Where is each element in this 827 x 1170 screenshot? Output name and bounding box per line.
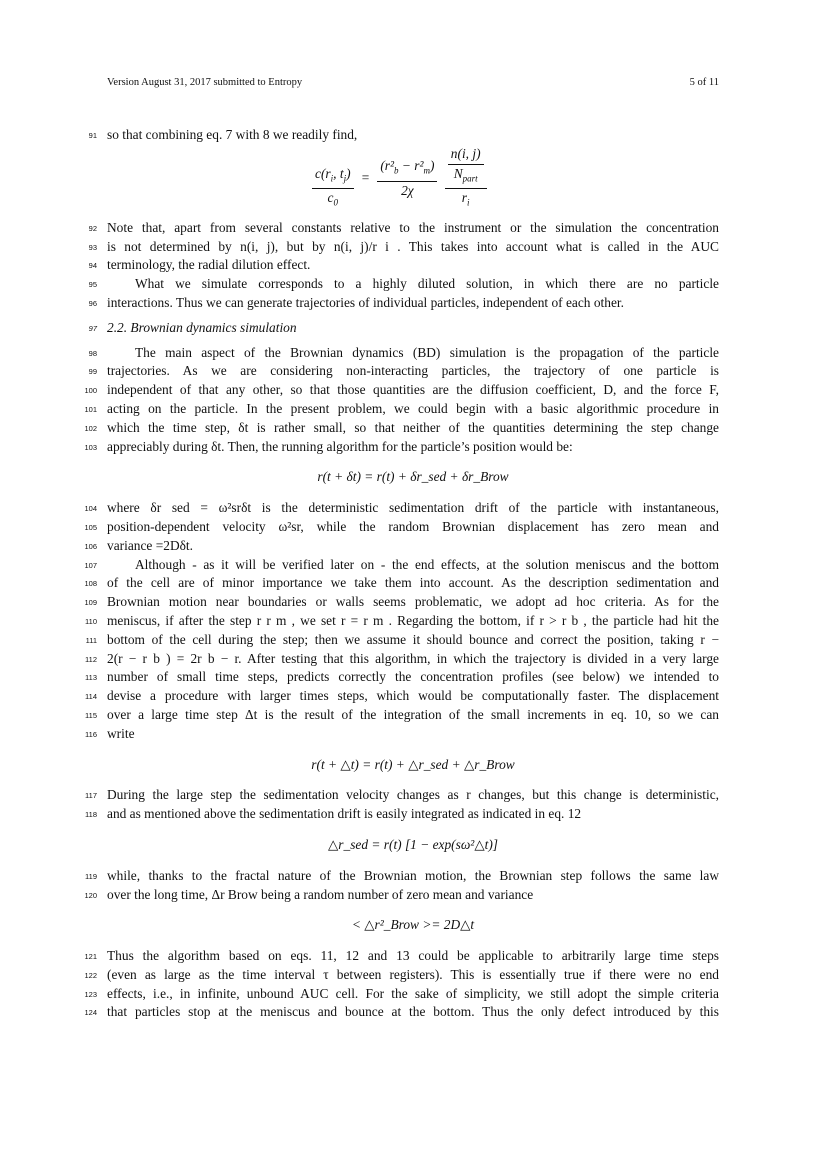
line-number: 120	[84, 890, 97, 900]
line-text: interactions. Thus we can generate trajectories of individual particles, independent of each other.	[107, 294, 624, 310]
text-line	[84, 947, 719, 966]
text-line	[88, 126, 719, 145]
line-text: number of small time steps, predicts correctly the concentration profiles (see below) we intended to	[107, 669, 719, 685]
text-line	[84, 499, 719, 518]
line-number: 118	[85, 810, 97, 820]
paragraph-block	[88, 126, 719, 145]
line-text: Although - as it will be verified later on - the end effects, at the solution meniscus and the bottom	[135, 556, 719, 572]
line-number: 93	[88, 242, 97, 252]
line-number: 115	[85, 710, 97, 720]
text-line	[84, 886, 719, 905]
line-number: 95	[88, 280, 97, 290]
line-text: which the time step, δt is rather small, so that neither of the quantities determining the step change	[107, 419, 719, 435]
line-number: 116	[85, 729, 97, 739]
eq8-middle: $\frac{(r^2_b - r^2_m)}{2\chi}$	[377, 157, 437, 200]
line-text: (even as large as the time interval τ between registers). This is essentially true if there were no end	[107, 966, 719, 982]
line-number: 124	[84, 1008, 97, 1018]
paragraph-block	[88, 219, 719, 313]
line-number: 108	[84, 579, 97, 589]
equation-10: r(t + δt) = r(t) + δr_sed + δr_Brow	[317, 469, 509, 485]
equation-11: r(t + △t) = r(t) + △r_sed + △r_Brow	[311, 756, 515, 772]
line-text: over a large time step Δt is the result of the integration of the small increments in eq. 10, so we can	[107, 706, 719, 722]
paragraph-block	[85, 786, 719, 824]
line-text: The main aspect of the Brownian dynamics (BD) simulation is the propagation of the particle	[135, 344, 719, 360]
line-number: 91	[88, 131, 97, 140]
header-version: Version August 31, 2017 submitted to Entropy	[107, 77, 303, 88]
text-line	[84, 1003, 719, 1022]
line-text: effects, i.e., in infinite, unbound AUC cell. For the sake of simplicity, we still adopt the simple criteria	[107, 985, 719, 1001]
text-line	[84, 966, 719, 985]
line-text: appreciably during δt. Then, the running algorithm for the particle’s position would be:	[107, 438, 573, 454]
text-line	[85, 786, 719, 805]
line-text: of the cell are of minor importance we take them into account. As the description sedimentation and	[107, 575, 719, 591]
line-number: 112	[85, 654, 97, 664]
line-text: is not determined by n(i, j), but by n(i, j)/r i . This takes into account what is called in the AUC	[107, 238, 719, 254]
line-text: devise a procedure with larger times steps, which would be computationally faster. The displacement	[107, 688, 719, 704]
text-line	[85, 612, 719, 631]
line-number: 103	[84, 442, 97, 452]
text-line	[84, 574, 719, 593]
paragraph-block	[84, 499, 719, 743]
line-number: 105	[84, 522, 97, 532]
line-number: 92	[88, 223, 97, 233]
line-text: and as mentioned above the sedimentation drift is easily integrated as indicated in eq. 12	[107, 806, 582, 822]
line-number: 110	[85, 616, 97, 626]
line-number: 109	[84, 598, 97, 608]
line-text: terminology, the radial dilution effect.	[107, 257, 311, 273]
line-number: 114	[85, 692, 97, 702]
line-text: that particles stop at the meniscus and bounce at the bottom. Thus the only defect introduced by this	[107, 1004, 719, 1020]
line-number: 111	[85, 635, 97, 645]
line-number: 96	[88, 298, 97, 308]
line-number: 107	[84, 560, 97, 570]
text-line	[85, 725, 719, 744]
line-number: 102	[84, 423, 97, 433]
line-text: over the long time, Δr Brow being a random number of zero mean and variance	[107, 886, 534, 902]
section-heading: 97 2.2. Brownian dynamics simulation	[88, 319, 297, 335]
text-line	[88, 362, 719, 381]
line-text: independent of that any other, so that those quantities are the diffusion coefficient, D, and the force F,	[107, 382, 719, 398]
text-line	[88, 275, 719, 294]
text-line	[88, 256, 719, 275]
line-text: where δr sed = ω²srδt is the deterministic sedimentation drift of the particle with instantaneous,	[107, 500, 719, 516]
line-text: position-dependent velocity ω²sr, while the random Brownian displacement has zero mean and	[107, 518, 719, 534]
equation-12: △r_sed = r(t) [1 − exp(sω²△t)]	[327, 836, 499, 852]
eq8-lhs: $\frac{c(r_i, t_j)}{c_0}$	[312, 165, 354, 213]
line-text: 2(r − r b ) = 2r b − r. After testing that this algorithm, in which the trajectory is divided in a very large	[107, 650, 719, 666]
text-line	[88, 219, 719, 238]
line-text: bottom of the cell during the step; then we assume it should bounce and correct the position, taking r −	[107, 631, 719, 647]
eq8-right: $\frac{\frac{n(i, j)}{N_{part}}}{r_i}$	[445, 145, 487, 213]
text-line	[88, 238, 719, 257]
line-text: During the large step the sedimentation velocity changes as r changes, but this change is deterministic,	[107, 787, 719, 803]
text-line	[85, 668, 719, 687]
line-number: 113	[85, 673, 97, 683]
line-number: 99	[88, 367, 97, 377]
text-line	[85, 805, 719, 824]
line-text: Note that, apart from several constants relative to the instrument or the simulation the concentration	[107, 219, 719, 235]
paragraph-block	[84, 947, 719, 1022]
text-line	[84, 593, 719, 612]
equation-13: < △r²_Brow >= 2D△t	[351, 917, 475, 933]
text-line	[85, 687, 719, 706]
text-line	[84, 985, 719, 1004]
line-number: 121	[84, 952, 97, 962]
text-line	[88, 344, 719, 363]
line-number: 98	[88, 348, 97, 358]
text-line	[88, 294, 719, 313]
text-line	[85, 867, 719, 886]
text-line	[84, 400, 719, 419]
line-number: 106	[84, 541, 97, 551]
line-number: 104	[84, 504, 97, 514]
text-line	[85, 631, 719, 650]
text-line	[84, 381, 719, 400]
line-number: 100	[84, 386, 97, 396]
line-text: acting on the particle. In the present problem, we could begin with a basic algorithmic procedure in	[107, 400, 719, 416]
line-text: write	[107, 725, 135, 741]
header-page-number: 5 of 11	[689, 77, 719, 88]
equation-8: $\frac{c(r_i, t_j)}{c_0}$ = $\frac{(r^2_b - r^2_m)}{2\chi}$ $\frac{\frac{n(i, j)}{N_{part}}}{r_i}$	[107, 145, 719, 219]
paragraph-block	[84, 867, 719, 905]
text-line	[85, 650, 719, 669]
paper-body	[84, 126, 719, 1022]
line-text: so that combining eq. 7 with 8 we readily find,	[107, 127, 358, 142]
line-number: 101	[84, 404, 97, 414]
line-text: variance =2Dδt.	[107, 537, 193, 553]
line-text: Thus the algorithm based on eqs. 11, 12 and 13 could be applicable to arbitrarily large time steps	[107, 948, 719, 964]
text-line	[85, 706, 719, 725]
line-text: Brownian motion near boundaries or walls seems problematic, we adopt ad hoc criteria. As for the	[107, 594, 719, 610]
line-text: while, thanks to the fractal nature of the Brownian motion, the Brownian step follows the same law	[107, 867, 719, 883]
line-text: trajectories. As we are considering non-interacting particles, the trajectory of one particle is	[107, 363, 719, 379]
line-number: 119	[85, 871, 97, 881]
text-line	[84, 518, 719, 537]
line-number: 123	[84, 989, 97, 999]
paragraph-block	[84, 344, 719, 457]
text-line	[84, 556, 719, 575]
line-text: What we simulate corresponds to a highly diluted solution, in which there are no particle	[135, 276, 719, 292]
line-number: 94	[88, 261, 97, 271]
line-number: 117	[85, 791, 97, 801]
line-text: meniscus, if after the step r r m , we set r = r m . Regarding the bottom, if r > r b , the particle had hit the	[107, 612, 719, 628]
text-line	[84, 419, 719, 438]
text-line	[84, 537, 719, 556]
text-line	[84, 438, 719, 457]
line-number: 122	[84, 970, 97, 980]
